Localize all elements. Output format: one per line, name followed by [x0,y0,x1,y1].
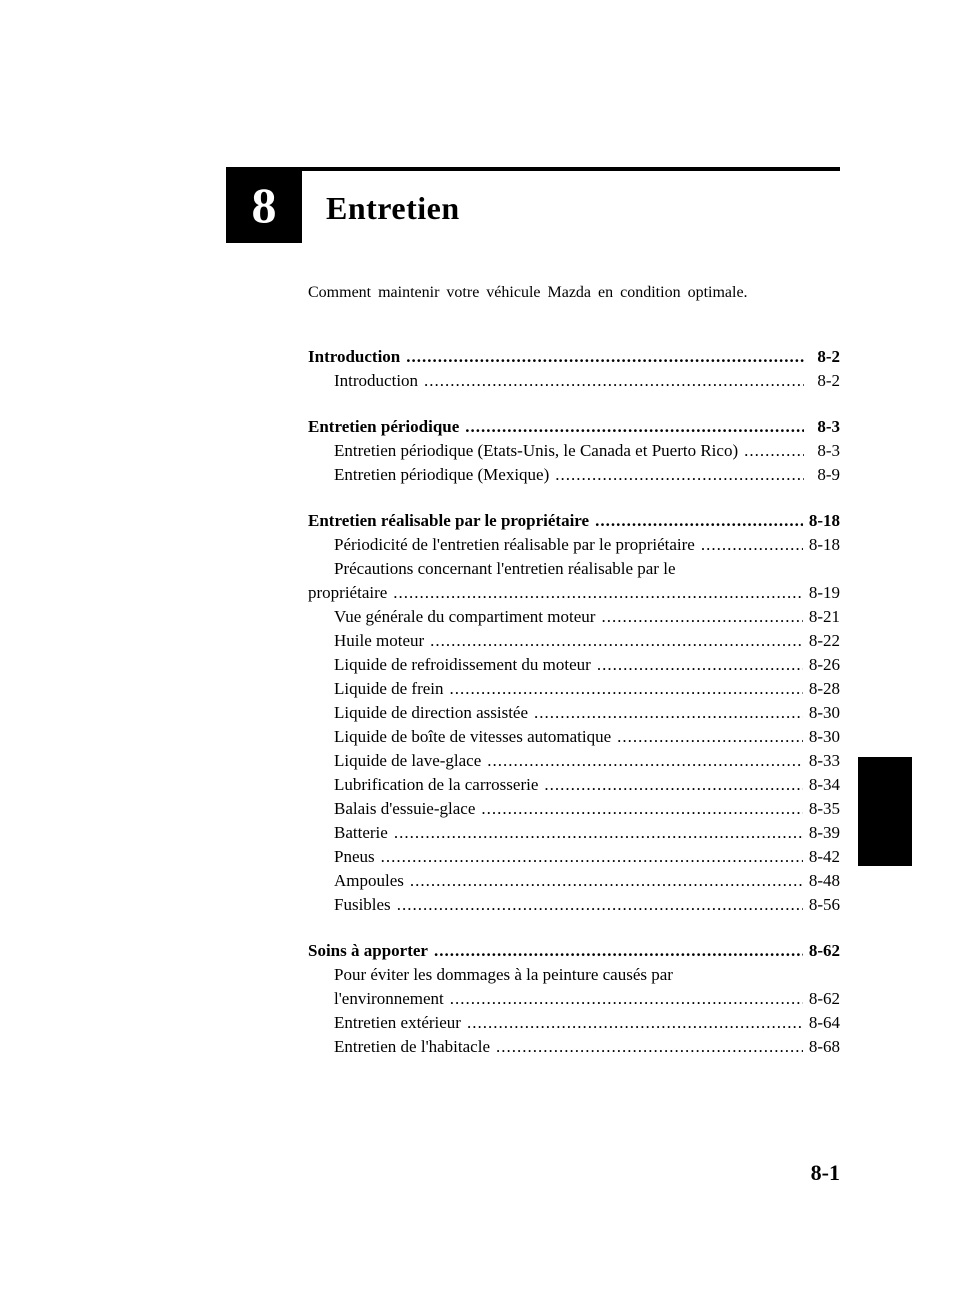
toc-page-number: 8-34 [808,775,840,794]
leader-dots [410,869,803,893]
leader-dots [394,821,803,845]
leader-dots [481,797,802,821]
toc-page-number: 8-2 [817,347,840,366]
leader-dots [424,369,804,393]
toc-entry-text: Entretien de l'habitacle [334,1037,490,1056]
chapter-top-rule [226,167,840,171]
toc-page-number: 8-68 [808,1037,840,1056]
toc-entry-text-line1: Précautions concernant l'entretien réalisable par le [334,559,676,578]
leader-dots [450,677,803,701]
toc-page-number: 8-21 [808,607,840,626]
toc-section-introduction [308,345,840,393]
leader-dots [465,415,804,439]
leader-dots [406,345,804,369]
chapter-title: Entretien [326,190,460,226]
toc-page-number: 8-39 [808,823,840,842]
toc-heading-text: Entretien périodique [308,417,460,436]
toc-entry[interactable] [308,629,840,653]
toc-heading-text: Soins à apporter [308,941,428,960]
leader-dots [597,653,803,677]
toc-entry-text: Liquide de refroidissement du moteur [334,655,591,674]
toc-entry-text: Introduction [334,371,419,390]
toc-entry[interactable] [308,439,840,463]
chapter-number: 8 [251,177,277,233]
toc-heading[interactable] [308,345,840,369]
toc-entry-text: propriétaire [308,583,388,602]
toc-section-entretien-proprietaire [308,509,840,917]
toc-entry-line2 [308,987,840,1011]
toc-entry[interactable] [308,369,840,393]
toc-entry-text: Balais d'essuie-glace [334,799,476,818]
toc-page-number: 8-26 [808,655,840,674]
toc-entry[interactable] [308,893,840,917]
toc-heading-text: Entretien réalisable par le propriétaire [308,511,590,530]
chapter-number-box [226,167,302,243]
toc-entry-text: Liquide de boîte de vitesses automatique [334,727,612,746]
toc-entry[interactable] [308,773,840,797]
toc-entry-text: Ampoules [334,871,404,890]
leader-dots [487,749,803,773]
toc-entry-text: Vue générale du compartiment moteur [334,607,596,626]
toc-entry-text: Fusibles [334,895,391,914]
toc-entry-text: Entretien périodique (Mexique) [334,465,550,484]
leader-dots [434,939,803,963]
toc-entry[interactable] [308,869,840,893]
page-number: 8-1 [810,1160,840,1185]
toc-entry[interactable] [308,797,840,821]
toc-heading[interactable] [308,415,840,439]
toc-page-number: 8-62 [808,941,840,960]
leader-dots [534,701,803,725]
toc-page-number: 8-35 [808,799,840,818]
toc-page-number: 8-48 [808,871,840,890]
toc-entry[interactable] [308,533,840,557]
toc-page-number: 8-9 [817,465,840,484]
toc-entry-text: Entretien extérieur [334,1013,461,1032]
toc-entry[interactable] [308,749,840,773]
toc-page-number: 8-2 [817,371,840,390]
leader-dots [555,463,804,487]
toc-entry-text: l'environnement [334,989,444,1008]
leader-dots [496,1035,803,1059]
leader-dots [397,893,803,917]
toc-heading-text: Introduction [308,347,401,366]
toc-entry-text: Entretien périodique (Etats-Unis, le Canada et Puerto Rico) [334,441,739,460]
toc-page-number: 8-18 [808,535,840,554]
toc-entry-text: Batterie [334,823,388,842]
leader-dots [381,845,803,869]
leader-dots [595,509,803,533]
toc-entry-text: Liquide de direction assistée [334,703,529,722]
leader-dots [744,439,804,463]
toc-entry[interactable] [308,821,840,845]
toc-entry-text: Huile moteur [334,631,425,650]
toc-page-number: 8-28 [808,679,840,698]
toc-entry-line2 [308,581,840,605]
toc-entry[interactable] [308,677,840,701]
table-of-contents [308,345,840,1081]
toc-entry[interactable] [308,725,840,749]
toc-entry-text: Lubrification de la carrosserie [334,775,539,794]
toc-entry[interactable] [308,701,840,725]
toc-entry[interactable] [308,845,840,869]
toc-entry-wrapped[interactable] [308,963,840,1011]
leader-dots [467,1011,803,1035]
toc-page-number: 8-30 [808,703,840,722]
toc-entry[interactable] [308,463,840,487]
leader-dots [430,629,803,653]
toc-page-number: 8-64 [808,1013,840,1032]
toc-heading[interactable] [308,509,840,533]
toc-page-number: 8-3 [817,417,840,436]
leader-dots [393,581,803,605]
leader-dots [450,987,803,1011]
leader-dots [544,773,802,797]
toc-entry[interactable] [308,1011,840,1035]
toc-page-number: 8-3 [817,441,840,460]
toc-entry[interactable] [308,605,840,629]
toc-entry-text: Liquide de frein [334,679,444,698]
toc-page-number: 8-19 [808,583,840,602]
toc-page-number: 8-62 [808,989,840,1008]
toc-entry[interactable] [308,1035,840,1059]
toc-section-entretien-periodique [308,415,840,487]
toc-page-number: 8-33 [808,751,840,770]
leader-dots [601,605,802,629]
leader-dots [617,725,803,749]
chapter-subtitle: Comment maintenir votre véhicule Mazda en condition optimale. [308,284,748,301]
chapter-thumb-tab [858,757,912,866]
toc-entry-wrapped[interactable] [308,557,840,605]
toc-page-number: 8-42 [808,847,840,866]
toc-entry-text: Liquide de lave-glace [334,751,482,770]
toc-entry-text: Périodicité de l'entretien réalisable par le propriétaire [334,535,695,554]
toc-page-number: 8-30 [808,727,840,746]
toc-section-soins [308,939,840,1059]
toc-page-number: 8-22 [808,631,840,650]
toc-heading[interactable] [308,939,840,963]
leader-dots [701,533,803,557]
toc-entry-text-line1: Pour éviter les dommages à la peinture causés par [334,965,673,984]
toc-entry-text: Pneus [334,847,375,866]
toc-entry[interactable] [308,653,840,677]
toc-page-number: 8-18 [808,511,840,530]
toc-page-number: 8-56 [808,895,840,914]
